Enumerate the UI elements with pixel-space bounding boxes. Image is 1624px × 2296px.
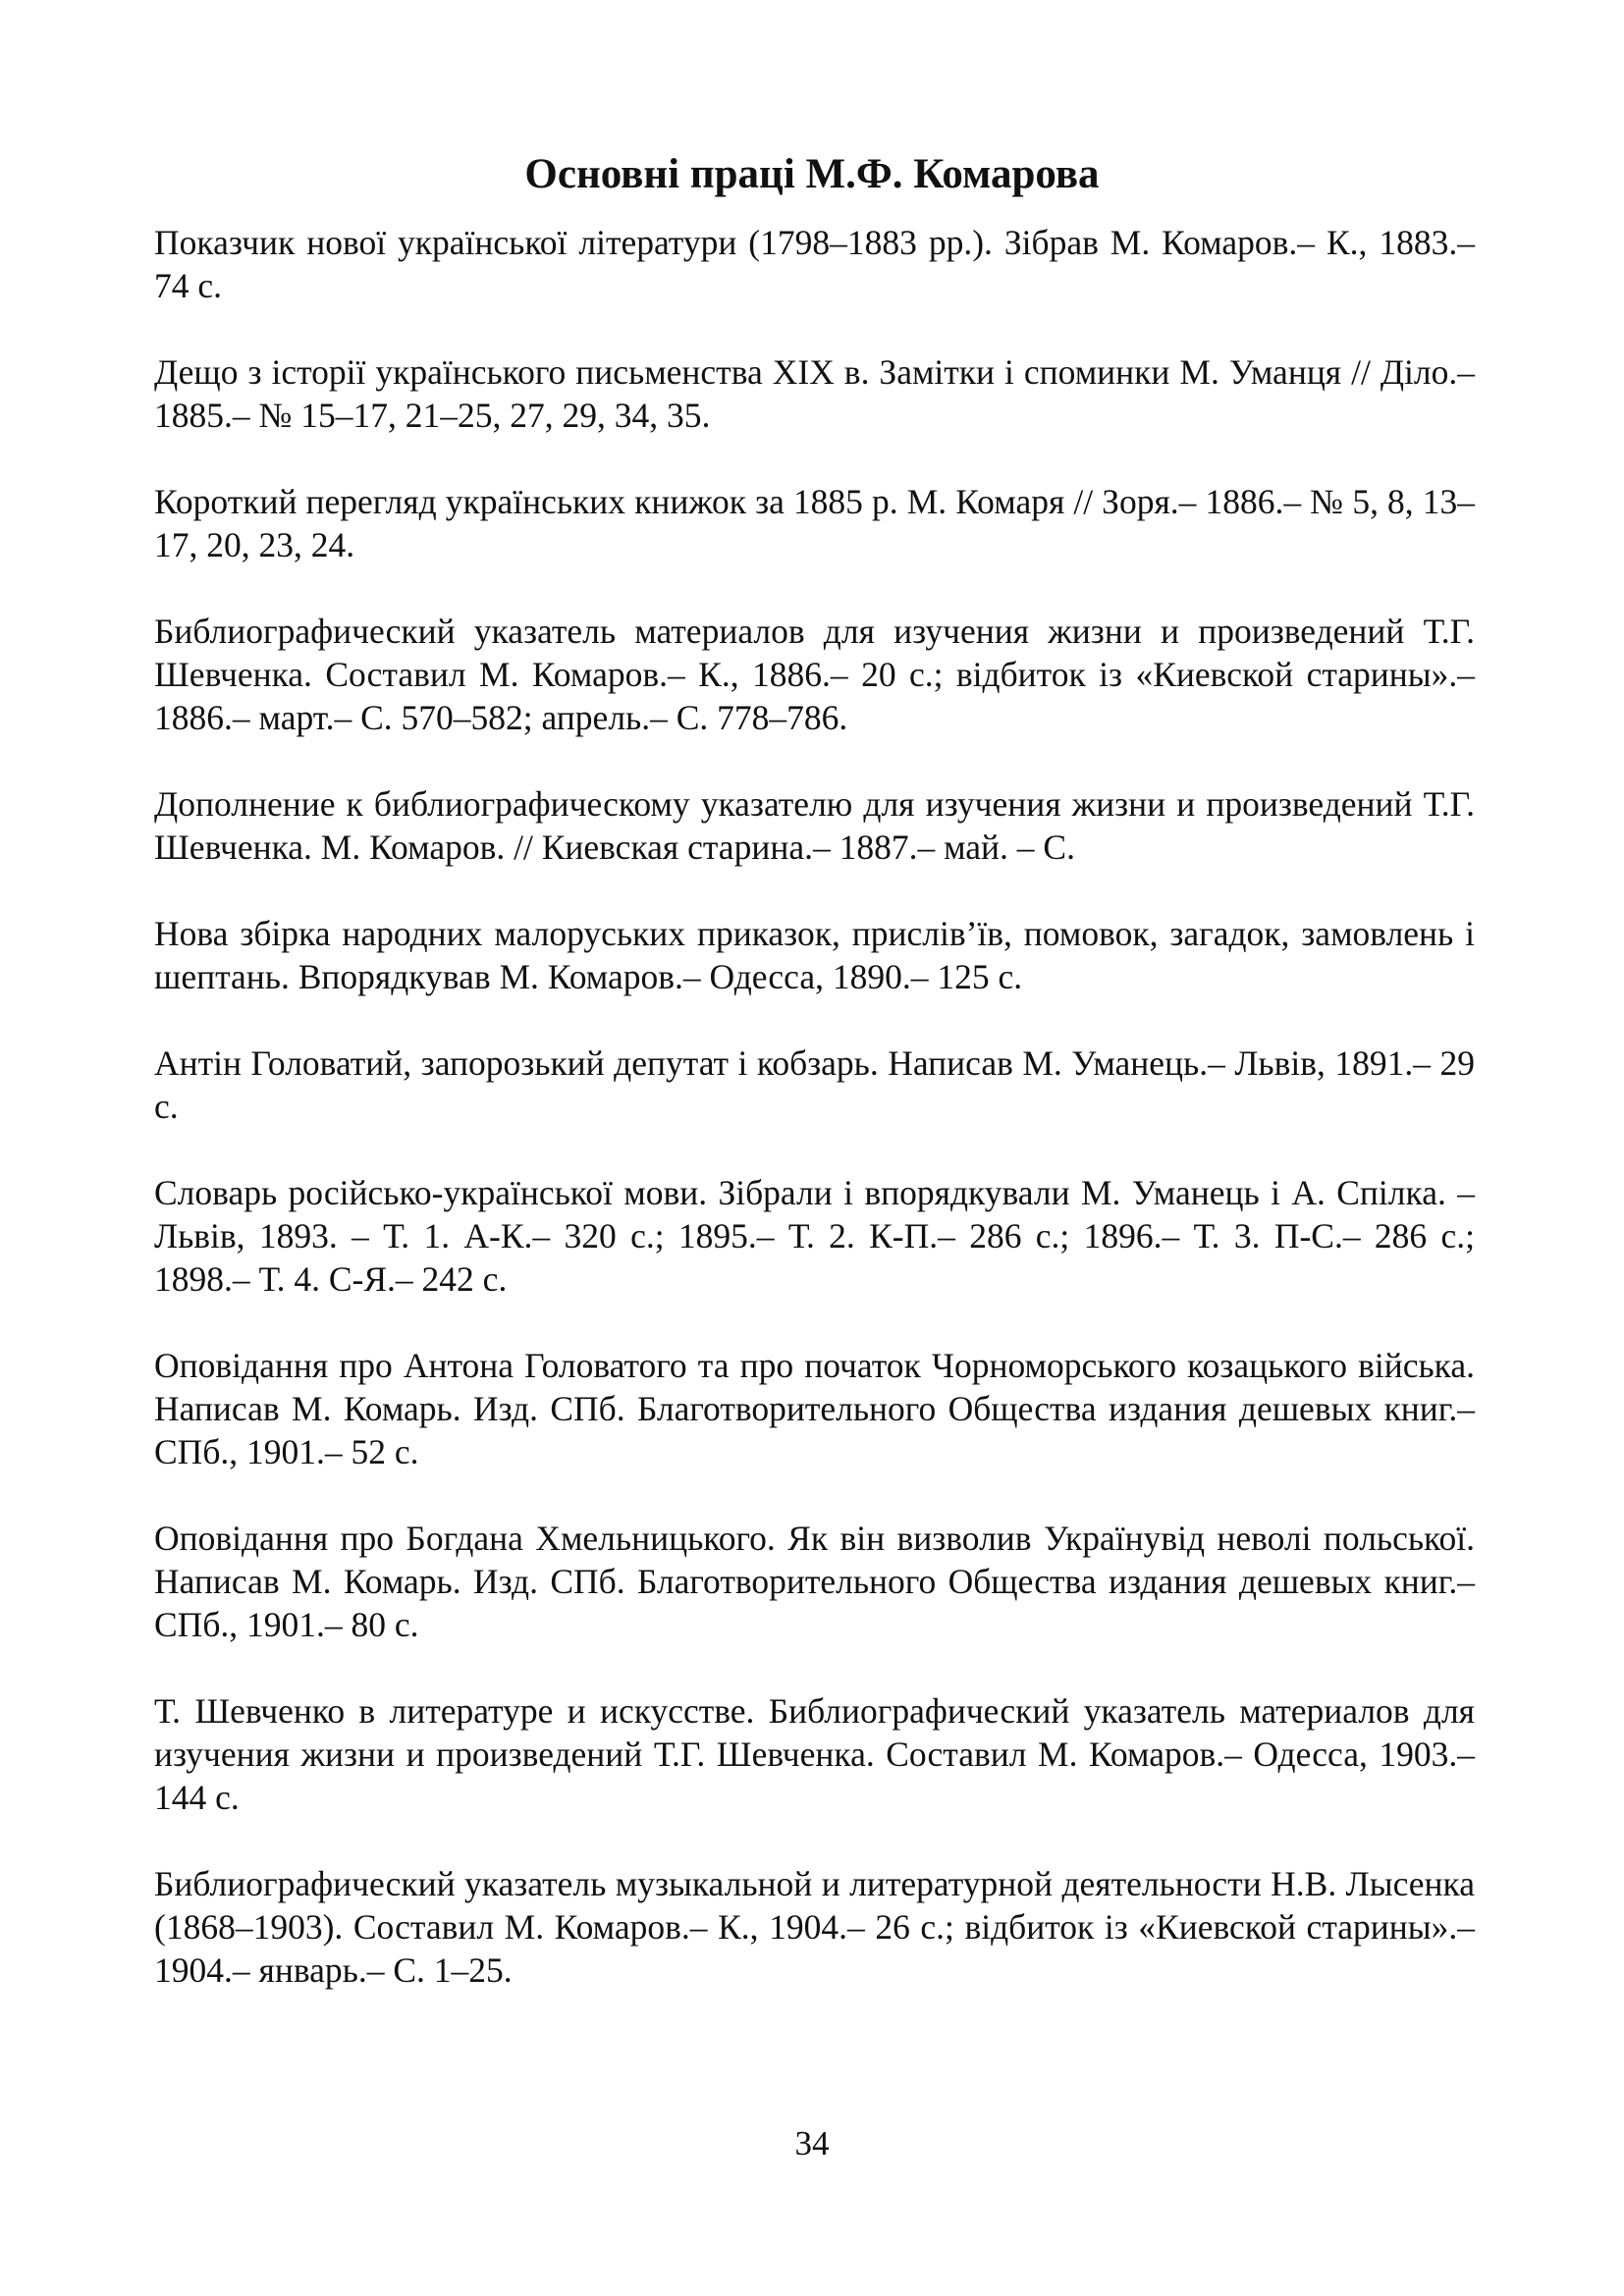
bibliography-list (154, 221, 1475, 1992)
bibliography-entry: Антін Головатий, запорозький депутат і кобзарь. Написав М. Уманець.– Львів, 1891.– 29 с. (154, 1043, 1475, 1126)
bibliography-entry: Нова збірка народних малоруських приказок, прислів’їв, помовок, загадок, замовлень і шептань. Впорядкував М. Комаров.– Одесса, 1890.– 125 с. (154, 914, 1475, 996)
bibliography-entry: Библиографический указатель материалов для изучения жизни и произведений Т.Г. Шевченка. Составил М. Комаров.– К., 1886.– 20 с.; відбиток із «Киевской старины».– 1886.– март.– С. 570–582; апрель.– С. 778–786. (154, 612, 1475, 737)
bibliography-entry: Библиографический указатель музыкальной и литературной деятельности Н.В. Лысенка (1868–1903). Составил М. Комаров.– К., 1904.– 26 с.; відбиток із «Киевской старины».– 1904.– январь.– С. 1–25. (154, 1864, 1475, 1990)
page-number: 34 (794, 2124, 830, 2163)
bibliography-entry: Короткий перегляд українських книжок за 1885 р. М. Комаря // Зоря.– 1886.– № 5, 8, 13–17, 20, 23, 24. (154, 482, 1475, 564)
bibliography-entry: Словарь російсько-української мови. Зібрали і впорядкували М. Уманець і А. Спілка. – Львів, 1893. – Т. 1. А-К.– 320 с.; 1895.– Т. 2. К-П.– 286 с.; 1896.– Т. 3. П-С.– 286 с.; 1898.– Т. 4. С-Я.– 242 с. (154, 1173, 1475, 1299)
bibliography-entry: Показчик нової української літератури (1798–1883 рр.). Зібрав М. Комаров.– К., 1883.– 74 с. (154, 223, 1475, 305)
bibliography-entry: Оповідання про Антона Головатого та про початок Чорноморського козацького війська. Написав М. Комарь. Изд. СПб. Благотворительного Общества издания дешевых книг.– СПб., 1901.– 52 с. (154, 1346, 1475, 1471)
bibliography-entry: Т. Шевченко в литературе и искусстве. Библиографический указатель материалов для изучения жизни и произведений Т.Г. Шевченка. Составил М. Комаров.– Одесса, 1903.– 144 с. (154, 1691, 1475, 1817)
bibliography-entry: Дещо з історії українського письменства XIX в. Замітки і споминки М. Уманця // Діло.– 1885.– № 15–17, 21–25, 27, 29, 34, 35. (154, 352, 1475, 435)
bibliography-entry: Дополнение к библиографическому указателю для изучения жизни и произведений Т.Г. Шевченка. М. Комаров. // Киевская старина.– 1887.– май. – С. (154, 784, 1475, 867)
page-title: Основні праці М.Ф. Комарова (524, 151, 1100, 197)
bibliography-entry: Оповідання про Богдана Хмельницького. Як він визволив Українувід неволі польської. Написав М. Комарь. Изд. СПб. Благотворительного Общества издания дешевых книг.– СПб., 1901.– 80 с. (154, 1519, 1475, 1644)
